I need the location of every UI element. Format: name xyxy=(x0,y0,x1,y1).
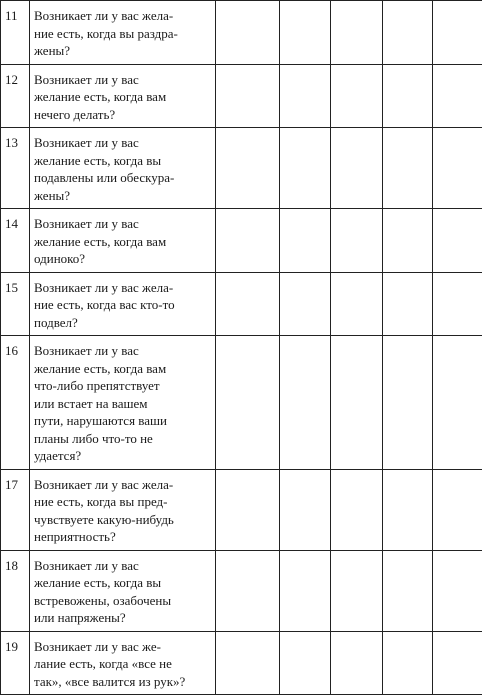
answer-cell[interactable] xyxy=(433,336,482,470)
answer-cell[interactable] xyxy=(216,128,280,209)
table-row xyxy=(1,64,482,128)
answer-cell[interactable] xyxy=(383,469,433,550)
answer-cell[interactable] xyxy=(331,550,383,631)
answer-cell[interactable] xyxy=(331,631,383,695)
answer-cell[interactable] xyxy=(216,272,280,336)
answer-cell[interactable] xyxy=(433,272,482,336)
answer-cell[interactable] xyxy=(331,64,383,128)
question-text: Возникает ли у вас желание есть, когда вам что-либо препятствует или встает на вашем пути, нарушаются ваши планы либо что-то не удается? xyxy=(30,336,216,470)
table-row xyxy=(1,336,482,470)
answer-cell[interactable] xyxy=(280,209,331,273)
answer-cell[interactable] xyxy=(331,1,383,65)
answer-cell[interactable] xyxy=(280,550,331,631)
question-text: Возникает ли у вас желание есть, когда вам одиноко? xyxy=(30,209,216,273)
question-text: Возникает ли у вас желание есть, когда вы встревожены, озабочены или напряжены? xyxy=(30,550,216,631)
answer-cell[interactable] xyxy=(383,64,433,128)
row-number: 13 xyxy=(1,128,30,209)
answer-cell[interactable] xyxy=(383,1,433,65)
answer-cell[interactable] xyxy=(383,128,433,209)
question-text: Возникает ли у вас желание есть, когда вы подавлены или обескура- жены? xyxy=(30,128,216,209)
answer-cell[interactable] xyxy=(280,336,331,470)
row-number: 18 xyxy=(1,550,30,631)
row-number: 16 xyxy=(1,336,30,470)
answer-cell[interactable] xyxy=(216,336,280,470)
answer-cell[interactable] xyxy=(216,209,280,273)
answer-cell[interactable] xyxy=(433,64,482,128)
answer-cell[interactable] xyxy=(433,1,482,65)
answer-cell[interactable] xyxy=(383,209,433,273)
answer-cell[interactable] xyxy=(216,550,280,631)
question-text: Возникает ли у вас жела- ние есть, когда вы пред- чувствуете какую-нибудь неприятность? xyxy=(30,469,216,550)
table-row xyxy=(1,128,482,209)
answer-cell[interactable] xyxy=(280,64,331,128)
question-text: Возникает ли у вас желание есть, когда вам нечего делать? xyxy=(30,64,216,128)
answer-cell[interactable] xyxy=(280,469,331,550)
table-row xyxy=(1,272,482,336)
row-number: 12 xyxy=(1,64,30,128)
answer-cell[interactable] xyxy=(280,128,331,209)
row-number: 19 xyxy=(1,631,30,695)
answer-cell[interactable] xyxy=(216,1,280,65)
row-number: 14 xyxy=(1,209,30,273)
table-row xyxy=(1,469,482,550)
answer-cell[interactable] xyxy=(383,336,433,470)
answer-cell[interactable] xyxy=(216,64,280,128)
question-text: Возникает ли у вас жела- ние есть, когда вы раздра- жены? xyxy=(30,1,216,65)
question-text: Возникает ли у вас жела- ние есть, когда вас кто-то подвел? xyxy=(30,272,216,336)
answer-cell[interactable] xyxy=(280,1,331,65)
answer-cell[interactable] xyxy=(331,128,383,209)
answer-cell[interactable] xyxy=(433,631,482,695)
row-number: 11 xyxy=(1,1,30,65)
answer-cell[interactable] xyxy=(331,209,383,273)
answer-cell[interactable] xyxy=(331,272,383,336)
row-number: 15 xyxy=(1,272,30,336)
table-row xyxy=(1,550,482,631)
answer-cell[interactable] xyxy=(433,550,482,631)
table-row xyxy=(1,1,482,65)
answer-cell[interactable] xyxy=(433,209,482,273)
answer-cell[interactable] xyxy=(216,469,280,550)
answer-cell[interactable] xyxy=(216,631,280,695)
row-number: 17 xyxy=(1,469,30,550)
table-row xyxy=(1,631,482,695)
answer-cell[interactable] xyxy=(433,469,482,550)
table-row xyxy=(1,209,482,273)
answer-cell[interactable] xyxy=(433,128,482,209)
answer-cell[interactable] xyxy=(280,631,331,695)
answer-cell[interactable] xyxy=(331,336,383,470)
answer-cell[interactable] xyxy=(383,631,433,695)
answer-cell[interactable] xyxy=(383,272,433,336)
answer-cell[interactable] xyxy=(383,550,433,631)
answer-cell[interactable] xyxy=(331,469,383,550)
question-text: Возникает ли у вас же- лание есть, когда «все не так», «все валится из рук»? xyxy=(30,631,216,695)
answer-cell[interactable] xyxy=(280,272,331,336)
